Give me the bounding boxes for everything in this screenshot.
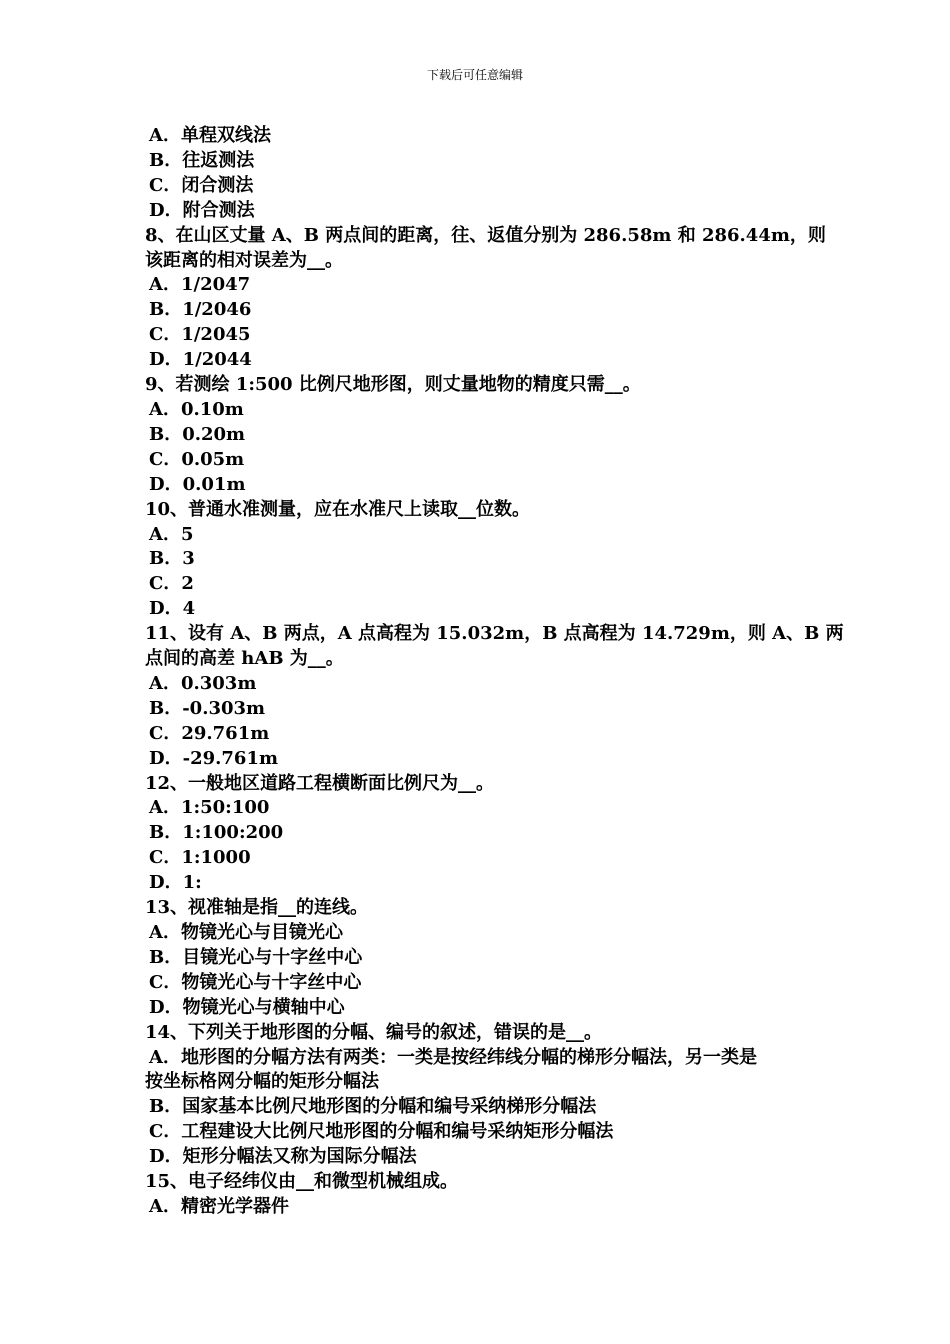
question-text: 8、在山区丈量 A、B 两点间的距离，往、返值分别为 286.58m 和 286.44m，则 [145,224,826,246]
answer-option: C．2 [149,573,194,595]
answer-option: D．1/2044 [149,349,252,371]
answer-option: B．0.20m [149,423,246,445]
answer-option: D．4 [149,598,196,620]
answer-option: A．地形图的分幅方法有两类：一类是按经纬线分幅的梯形分幅法，另一类是 [149,1046,757,1068]
answer-option: B．1:100:200 [149,822,284,844]
question-text: 10、普通水准测量，应在水准尺上读取__位数。 [145,498,531,520]
answer-option: B．-0.303m [149,697,266,719]
answer-option: A．精密光学器件 [149,1195,289,1217]
answer-option: C．1:1000 [149,847,251,869]
answer-option: B．国家基本比例尺地形图的分幅和编号采纳梯形分幅法 [149,1096,597,1118]
question-text: 11、设有 A、B 两点，A 点高程为 15.032m，B 点高程为 14.729m，则 A、B 两 [145,623,844,645]
answer-option: C．物镜光心与十字丝中心 [149,971,362,993]
answer-option: B．往返测法 [149,149,255,171]
answer-option: A．单程双线法 [149,125,271,146]
answer-option: C．1/2045 [149,324,251,346]
page-header: 下载后可任意编辑 [426,68,523,82]
question-text: 12、一般地区道路工程横断面比例尺为__。 [145,772,495,794]
answer-option: B．3 [149,548,195,570]
answer-option: A．物镜光心与目镜光心 [149,922,343,943]
answer-option: D．1: [149,872,202,894]
answer-option: C．0.05m [149,448,245,470]
question-text: 该距离的相对误差为__。 [145,249,343,271]
answer-option: A．0.303m [149,672,257,694]
answer-option: A．5 [149,523,194,545]
answer-option: C．闭合测法 [149,174,254,196]
answer-option: D．矩形分幅法又称为国际分幅法 [149,1146,417,1168]
question-text: 点间的高差 hAB 为__。 [145,648,344,670]
answer-option: D．物镜光心与横轴中心 [149,996,345,1018]
question-text: 9、若测绘 1:500 比例尺地形图，则丈量地物的精度只需__。 [145,374,641,396]
answer-option: A．1:50:100 [149,797,270,819]
answer-option: A．0.10m [149,398,244,420]
answer-option: D．附合测法 [149,199,255,221]
answer-option: D．0.01m [149,473,246,495]
answer-option: A．1/2047 [149,274,251,296]
answer-option: B．1/2046 [149,299,252,321]
question-text: 按坐标格网分幅的矩形分幅法 [145,1071,379,1093]
answer-option: B．目镜光心与十字丝中心 [149,946,363,968]
question-text: 15、电子经纬仪由__和微型机械组成。 [145,1171,459,1193]
answer-option: D．-29.761m [149,747,279,769]
answer-option: C．29.761m [149,722,270,744]
question-text: 13、视准轴是指__的连线。 [145,897,369,919]
question-text: 14、下列关于地形图的分幅、编号的叙述，错误的是__。 [145,1021,603,1043]
document-body [145,124,844,1220]
answer-option: C．工程建设大比例尺地形图的分幅和编号采纳矩形分幅法 [149,1121,614,1143]
